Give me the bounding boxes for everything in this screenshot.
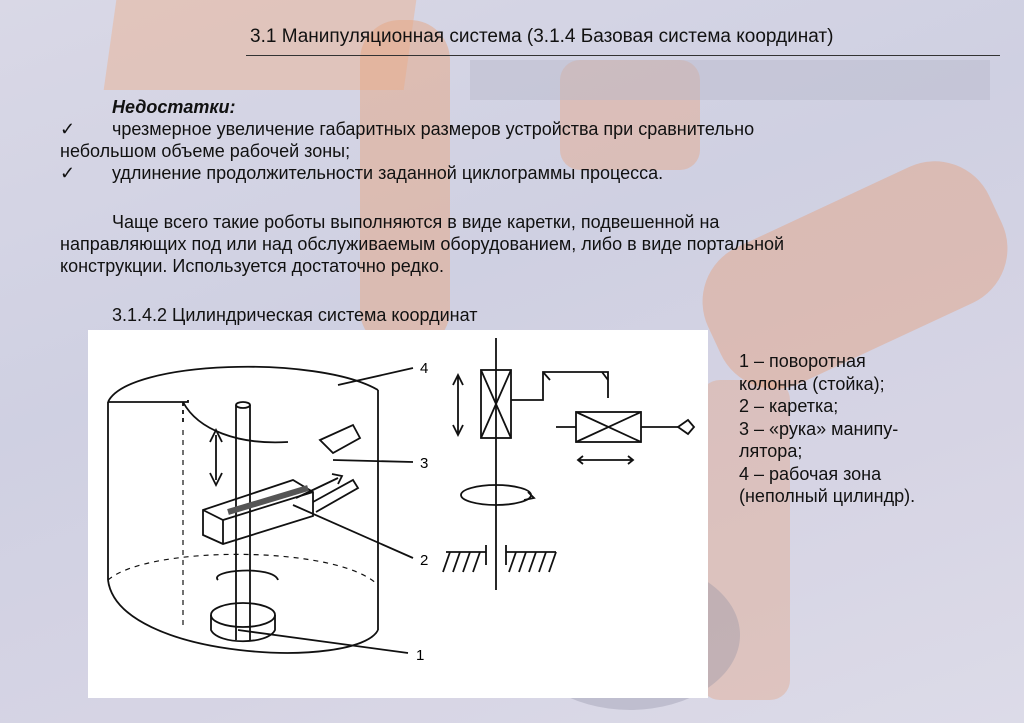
subsection-heading: 3.1.4.2 Цилиндрическая система координат (112, 305, 478, 325)
paragraph-line: конструкции. Используется достаточно редко. (60, 256, 444, 276)
figure-label-1: 1 (416, 647, 425, 664)
figure-legend (739, 350, 915, 508)
checkmark-icon: ✓ (60, 119, 76, 139)
legend-line: 3 – «рука» манипу- (739, 418, 899, 439)
figure-label-3: 3 (420, 455, 429, 472)
slide-title: 3.1 Манипуляционная система (3.1.4 Базовая система координат) (250, 26, 834, 47)
list-item-text: небольшом объеме рабочей зоны; (60, 141, 351, 161)
legend-line: 1 – поворотная (739, 351, 866, 371)
list-item-text: удлинение продолжительности заданной циклограммы процесса. (112, 163, 664, 183)
figure-panel (88, 330, 708, 698)
legend-line: колонна (стойка); (739, 373, 885, 394)
list-item-text: чрезмерное увеличение габаритных размеров устройства при сравнительно (112, 119, 755, 139)
paragraph-line: направляющих под или над обслуживаемым оборудованием, либо в виде портальной (60, 234, 785, 254)
list-item (60, 118, 754, 162)
paragraph-line: Чаще всего такие роботы выполняются в виде каретки, подвешенной на (112, 212, 720, 232)
legend-line: лятора; (739, 441, 803, 461)
legend-line: (неполный цилиндр). (739, 486, 916, 506)
disadvantages-heading: Недостатки: (112, 97, 236, 117)
figure-label-2: 2 (420, 552, 429, 569)
figure-label-4: 4 (420, 360, 429, 377)
list-item (60, 162, 663, 184)
legend-line: 4 – рабочая зона (739, 463, 882, 484)
cylindrical-robot-diagram (88, 330, 708, 698)
legend-line: 2 – каретка; (739, 396, 839, 416)
checkmark-icon: ✓ (60, 163, 76, 183)
title-underline (246, 55, 1000, 56)
body-paragraph (60, 211, 784, 277)
